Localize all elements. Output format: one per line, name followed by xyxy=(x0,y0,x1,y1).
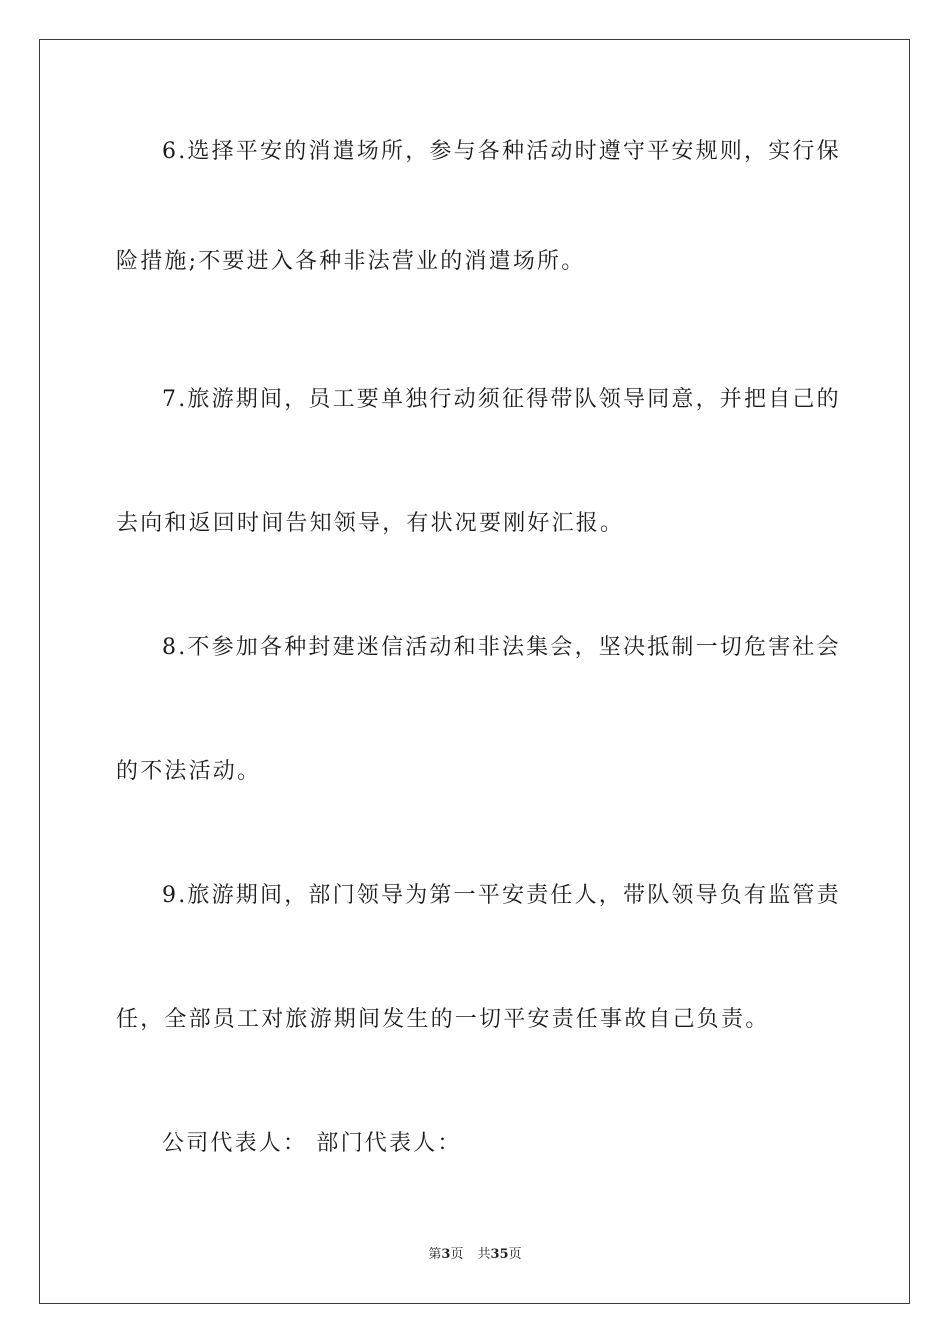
paragraph-6-line-1: 6.选择平安的消遣场所，参与各种活动时遵守平安规则，实行保 xyxy=(162,139,841,164)
signature-line: 公司代表人： 部门代表人： xyxy=(162,1131,462,1156)
paragraph-9-line-1: 9.旅游期间，部门领导为第一平安责任人，带队领导负有监管责 xyxy=(162,883,841,908)
page-border xyxy=(39,39,910,1304)
paragraph-9-line-2: 任，全部员工对旅游期间发生的一切平安责任事故自己负责。 xyxy=(116,1007,770,1032)
paragraph-7-line-2: 去向和返回时间告知领导，有状况要刚好汇报。 xyxy=(116,511,625,536)
page-footer xyxy=(0,1246,950,1264)
total-suffix: 页 xyxy=(508,1247,522,1262)
paragraph-7-line-1: 7.旅游期间，员工要单独行动须征得带队领导同意，并把自己的 xyxy=(162,387,841,412)
page-prefix: 第 xyxy=(428,1247,442,1262)
paragraph-8-line-1: 8.不参加各种封建迷信活动和非法集会，坚决抵制一切危害社会 xyxy=(162,635,841,660)
paragraph-6-line-2: 险措施;不要进入各种非法营业的消遣场所。 xyxy=(116,249,586,274)
page-number: 3 xyxy=(441,1247,451,1262)
page-suffix: 页 xyxy=(450,1247,464,1262)
total-prefix: 共 xyxy=(477,1247,491,1262)
total-pages: 35 xyxy=(490,1247,509,1262)
paragraph-8-line-2: 的不法活动。 xyxy=(116,759,262,784)
